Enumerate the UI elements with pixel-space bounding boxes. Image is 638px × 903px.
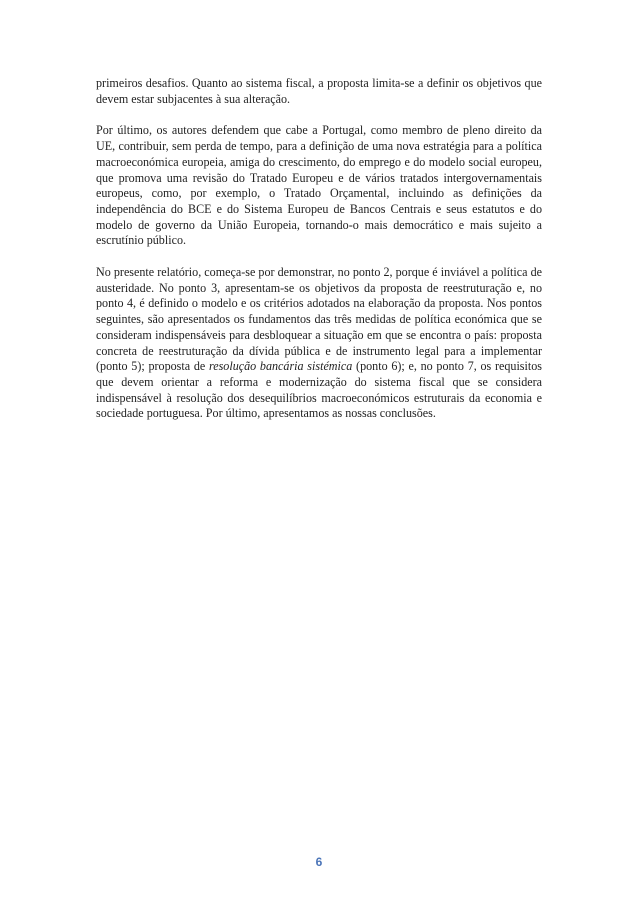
- paragraph-1-text: primeiros desafios. Quanto ao sistema fiscal, a proposta limita-se a definir os objetivos que devem estar subjacentes à sua alteração.: [96, 76, 542, 106]
- italic-term: resolução bancária sistémica: [208, 359, 353, 374]
- paragraph-3-text-end: (ponto 6); e, no ponto 7, os requisitos que devem orientar a reforma e modernização do sistema fiscal que se considera indispensável à resolução dos desequilíbrios macroeconómicos estruturais da economia e sociedade portuguesa. Por último, apresentamos as nossas conclusões.: [96, 359, 542, 421]
- paragraph-2: [96, 123, 542, 249]
- body-text: [96, 76, 542, 438]
- paragraph-2-text: Por último, os autores defendem que cabe a Portugal, como membro de pleno direito da UE, contribuir, sem perda de tempo, para a definição de uma nova estratégia para a política macroeconómica europeia, amiga do crescimento, do emprego e do modelo social europeu, que promova uma revisão do Tratado Europeu e de vários tratados intergovernamentais europeus, como, por exemplo, o Tratado Orçamental, incluindo as definições da independência do BCE e do Sistema Europeu de Bancos Centrais e seus estatutos e do modelo de governo da União Europeia, tornando-o mais democrático e mais sujeito a escrutínio público.: [96, 123, 542, 248]
- page-number: 6: [315, 855, 323, 869]
- paragraph-1: [96, 76, 542, 107]
- paragraph-3: [96, 265, 542, 422]
- paragraph-3-text-start: No presente relatório, começa-se por demonstrar, no ponto 2, porque é inviável a política de austeridade. No ponto 3, apresentam-se os objetivos da proposta de reestruturação e, no ponto 4, é definido o modelo e os critérios adotados na elaboração da proposta. Nos pontos seguintes, são apresentados os fundamentos das três medidas de política económica que se consideram indispensáveis para desbloquear a situação em que se encontra o país: proposta concreta de reestruturação da dívida pública e de instrumento legal para a implementar (ponto 5); proposta de: [96, 265, 542, 374]
